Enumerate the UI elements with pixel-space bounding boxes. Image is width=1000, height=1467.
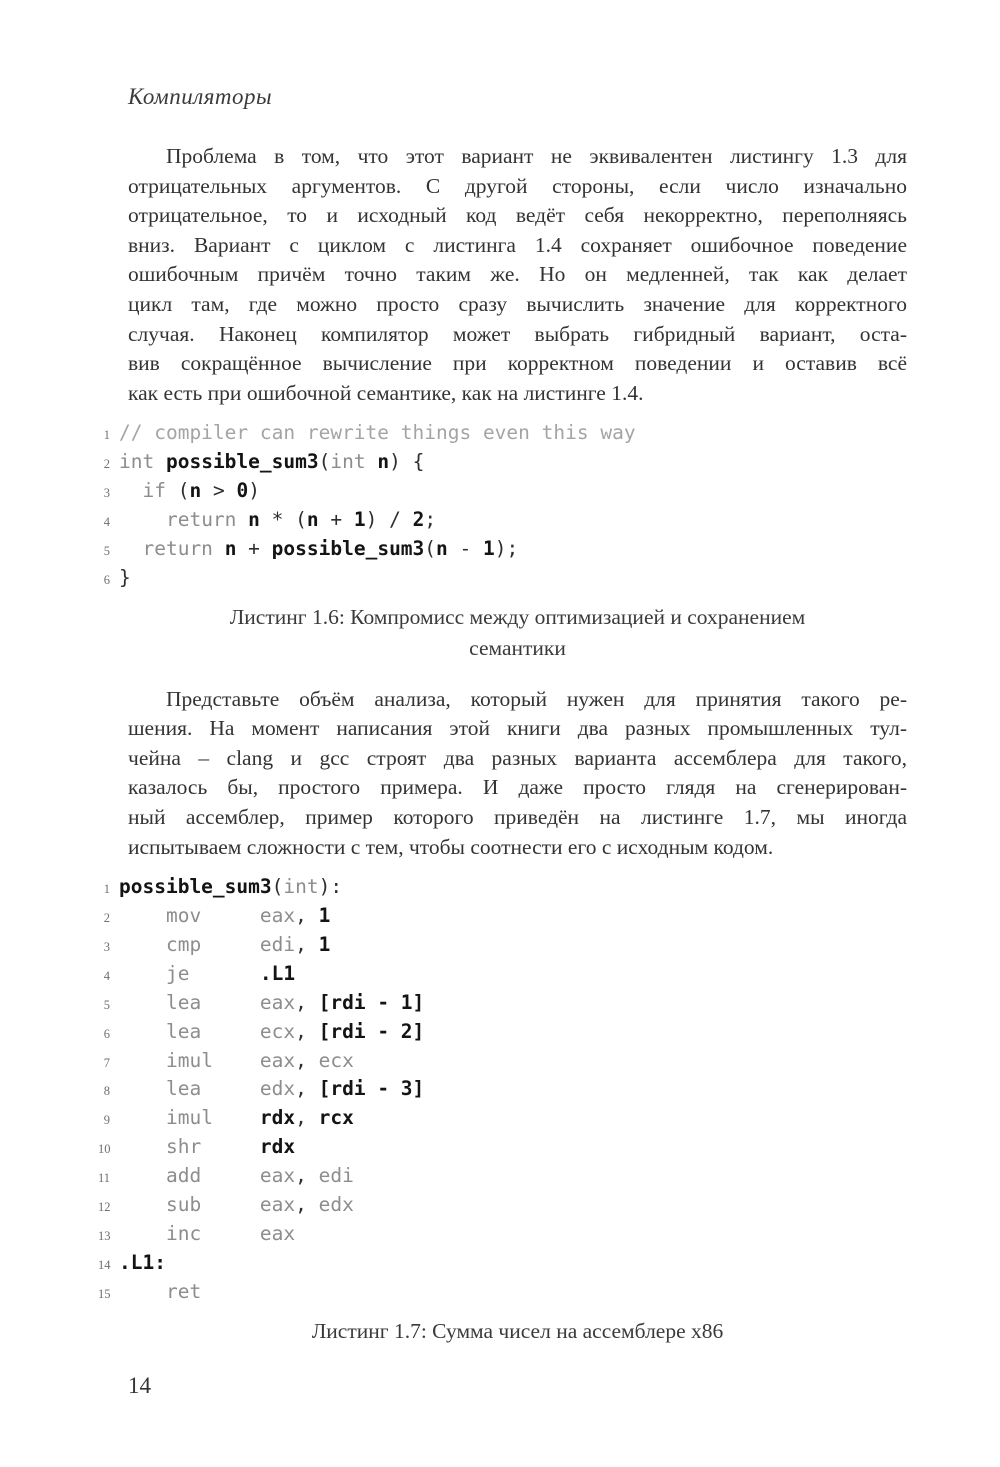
code-plain: , xyxy=(295,1193,319,1217)
code-line xyxy=(98,421,907,450)
line-number: 2 xyxy=(103,457,110,472)
code-plain: ): xyxy=(318,875,343,899)
code-identifier: n xyxy=(377,450,390,474)
code-line xyxy=(98,508,907,537)
line-number: 9 xyxy=(103,1113,110,1128)
text-line: отрицательных аргументов. С другой стороны, если число изначально xyxy=(128,173,907,198)
code-text xyxy=(119,1164,354,1187)
code-line xyxy=(98,1020,907,1049)
code-identifier: 1 xyxy=(353,508,366,532)
code-plain xyxy=(201,1222,260,1245)
code-plain xyxy=(119,479,142,502)
line-number: 6 xyxy=(103,572,110,587)
code-text xyxy=(119,933,330,956)
text-line: казалось бы, простого примера. И даже просто глядя на сгенерирован- xyxy=(128,775,907,800)
code-plain xyxy=(119,1077,166,1100)
code-text xyxy=(119,962,295,985)
code-text xyxy=(119,508,436,531)
text-line: как есть при ошибочной семантике, как на листинге 1.4. xyxy=(128,380,644,405)
code-plain: , xyxy=(295,1164,319,1188)
code-plain xyxy=(213,1049,260,1072)
code-plain xyxy=(119,1164,166,1187)
code-keyword: eax xyxy=(259,1221,296,1245)
code-keyword: inc xyxy=(165,1221,202,1245)
code-keyword: lea xyxy=(165,1019,202,1043)
code-keyword: lea xyxy=(165,990,202,1014)
line-number: 11 xyxy=(98,1171,111,1186)
line-number: 12 xyxy=(98,1200,111,1215)
code-line xyxy=(98,904,907,933)
text-line: случая. Наконец компилятор может выбрать гибридный вариант, оста- xyxy=(128,321,907,346)
code-identifier: .L1 xyxy=(259,961,296,985)
listing-caption-line: Листинг 1.6: Компромисс между оптимизацией и сохранением xyxy=(229,604,806,629)
code-keyword: mov xyxy=(165,904,202,928)
line-number: 2 xyxy=(103,911,110,926)
code-identifier: rdx xyxy=(259,1106,296,1130)
code-keyword: ecx xyxy=(259,1019,296,1043)
code-identifier: 1 xyxy=(318,904,331,928)
code-text xyxy=(119,1193,354,1216)
code-plain xyxy=(201,1020,260,1043)
code-plain xyxy=(366,450,378,473)
line-number: 8 xyxy=(103,1084,110,1099)
code-keyword: int xyxy=(330,450,366,474)
code-line xyxy=(98,1135,907,1164)
code-identifier: possible_sum3 xyxy=(271,536,425,560)
code-plain xyxy=(119,1280,166,1303)
code-plain: ( xyxy=(165,479,190,503)
code-plain xyxy=(236,508,248,531)
code-plain xyxy=(201,1135,260,1158)
code-line xyxy=(98,566,907,595)
code-plain xyxy=(201,1077,260,1100)
code-identifier: 0 xyxy=(236,479,249,503)
code-plain xyxy=(213,537,225,560)
code-plain: ) { xyxy=(389,450,425,474)
code-line xyxy=(98,537,907,566)
code-keyword: edi xyxy=(259,933,296,957)
code-identifier: possible_sum3 xyxy=(165,450,319,474)
code-keyword: if xyxy=(142,479,166,503)
code-identifier: possible_sum3 xyxy=(119,875,272,899)
code-keyword: eax xyxy=(259,1048,296,1072)
listing-caption-1-7 xyxy=(128,1316,907,1347)
text-line: шения. На момент написания этой книги два разных промышленных тул- xyxy=(128,716,907,741)
code-plain: ( xyxy=(271,875,284,899)
code-identifier: n xyxy=(224,536,237,560)
listing-caption-line: Листинг 1.7: Сумма чисел на ассемблере x86 xyxy=(311,1318,724,1343)
code-text xyxy=(119,537,518,560)
code-line xyxy=(98,1164,907,1193)
code-keyword: imul xyxy=(165,1106,213,1130)
code-plain xyxy=(119,1135,166,1158)
code-identifier: [rdi - 2] xyxy=(318,1019,425,1043)
code-plain xyxy=(119,962,166,985)
line-number: 15 xyxy=(98,1286,111,1301)
code-plain xyxy=(201,1193,260,1216)
code-plain: ) / xyxy=(365,508,413,532)
code-line xyxy=(98,991,907,1020)
code-text xyxy=(119,1280,201,1303)
code-plain xyxy=(189,962,259,985)
paragraph-1 xyxy=(128,142,907,408)
code-plain xyxy=(119,1049,166,1072)
line-number: 5 xyxy=(103,997,110,1012)
code-keyword: imul xyxy=(165,1048,213,1072)
code-text xyxy=(119,1020,424,1043)
code-line xyxy=(98,1049,907,1078)
code-keyword: eax xyxy=(259,1164,296,1188)
code-plain xyxy=(201,933,260,956)
text-line: отрицательное, то и исходный код ведёт себя некорректно, переполняясь xyxy=(128,203,907,228)
code-line xyxy=(98,962,907,991)
code-plain xyxy=(119,1222,166,1245)
code-text xyxy=(119,450,424,473)
code-plain: > xyxy=(201,479,237,503)
code-keyword: shr xyxy=(165,1135,202,1159)
line-number: 3 xyxy=(103,486,110,501)
code-keyword: edi xyxy=(318,1164,354,1188)
code-keyword: lea xyxy=(165,1077,202,1101)
code-plain xyxy=(154,450,166,473)
code-keyword: int xyxy=(283,875,319,899)
code-plain: ( xyxy=(424,536,437,560)
code-plain: , xyxy=(295,904,319,928)
code-text xyxy=(119,1077,424,1100)
code-plain: , xyxy=(295,1019,319,1043)
line-number: 10 xyxy=(98,1142,111,1157)
code-line xyxy=(98,875,907,904)
code-identifier: 1 xyxy=(318,933,331,957)
code-plain xyxy=(119,1020,166,1043)
code-plain xyxy=(213,1106,260,1129)
text-line: Проблема в том, что этот вариант не эквивалентен листингу 1.3 для xyxy=(166,144,907,168)
code-text xyxy=(119,1251,166,1274)
page-number: 14 xyxy=(128,1372,151,1398)
code-identifier: rdx xyxy=(259,1135,296,1159)
code-line xyxy=(98,1077,907,1106)
code-text xyxy=(119,421,636,444)
code-keyword: ecx xyxy=(318,1048,354,1072)
code-text xyxy=(119,991,424,1014)
line-number: 6 xyxy=(103,1026,110,1041)
code-identifier: [rdi - 3] xyxy=(318,1077,425,1101)
code-identifier: n xyxy=(189,479,202,503)
text-line: Представьте объём анализа, который нужен для принятия такого ре- xyxy=(166,686,907,711)
text-line: чейна – clang и gcc строят два разных варианта ассемблера для такого, xyxy=(128,745,907,770)
code-plain xyxy=(119,991,166,1014)
code-keyword: ret xyxy=(165,1279,202,1303)
text-line: цикл там, где можно просто сразу вычислить значение для корректного xyxy=(128,291,907,316)
code-plain xyxy=(201,991,260,1014)
code-identifier: rcx xyxy=(318,1106,354,1130)
code-keyword: int xyxy=(119,450,155,474)
code-plain: * ( xyxy=(259,508,307,532)
code-keyword: edx xyxy=(259,1077,296,1101)
code-keyword: add xyxy=(165,1164,202,1188)
code-plain xyxy=(119,508,166,531)
code-plain xyxy=(201,904,260,927)
code-identifier: 1 xyxy=(483,536,495,560)
line-number: 13 xyxy=(98,1228,111,1243)
line-number: 5 xyxy=(103,543,110,558)
line-number: 14 xyxy=(98,1257,111,1272)
text-line: ный ассемблер, пример которого приведён на листинге 1.7, мы иногда xyxy=(128,805,907,830)
code-line xyxy=(98,479,907,508)
code-plain: + xyxy=(236,536,272,560)
code-listing-1-6 xyxy=(98,421,907,594)
line-number: 4 xyxy=(103,968,110,983)
code-plain: , xyxy=(295,1077,319,1101)
code-keyword: edx xyxy=(318,1193,354,1217)
code-text xyxy=(119,1135,295,1158)
code-plain: ) xyxy=(248,479,260,503)
code-plain: + xyxy=(318,508,354,532)
paragraph-2 xyxy=(128,685,907,863)
code-keyword: eax xyxy=(259,1193,296,1217)
code-text xyxy=(119,1049,354,1072)
code-keyword: cmp xyxy=(165,933,202,957)
code-plain xyxy=(119,537,142,560)
code-listing-1-7 xyxy=(98,875,907,1308)
running-header: Компиляторы xyxy=(128,84,273,109)
code-plain: , xyxy=(295,990,319,1014)
code-text xyxy=(119,566,131,589)
code-line xyxy=(98,1222,907,1251)
code-keyword: eax xyxy=(259,904,296,928)
text-line: вниз. Вариант с циклом с листинга 1.4 сохраняет ошибочное поведение xyxy=(128,232,907,257)
code-identifier: .L1: xyxy=(119,1250,166,1274)
code-keyword: eax xyxy=(259,990,296,1014)
code-line xyxy=(98,1193,907,1222)
code-plain xyxy=(119,1193,166,1216)
code-identifier: 2 xyxy=(412,508,425,532)
code-plain: } xyxy=(119,565,131,589)
code-text xyxy=(119,1106,354,1129)
code-text xyxy=(119,875,342,898)
code-plain xyxy=(119,933,166,956)
line-number: 3 xyxy=(103,940,110,955)
code-line xyxy=(98,1106,907,1135)
code-plain: , xyxy=(295,933,319,957)
code-keyword: sub xyxy=(165,1193,202,1217)
listing-caption-line: семантики xyxy=(469,635,566,660)
code-text xyxy=(119,904,330,927)
code-text xyxy=(119,1222,295,1245)
code-keyword: je xyxy=(165,961,190,985)
listing-caption-1-6 xyxy=(128,602,907,664)
code-keyword: return xyxy=(142,536,213,560)
code-comment: // compiler can rewrite things even this way xyxy=(119,421,636,445)
code-plain: - xyxy=(447,536,484,560)
code-plain xyxy=(119,1106,166,1129)
code-plain: ( xyxy=(318,450,331,474)
code-identifier: n xyxy=(248,508,260,532)
text-line: вив сокращённое вычисление при корректном поведении и оставив всё xyxy=(128,351,907,376)
code-plain xyxy=(201,1164,260,1187)
line-number: 1 xyxy=(103,428,110,443)
code-plain: ; xyxy=(424,508,437,532)
line-number: 4 xyxy=(103,515,110,530)
code-plain: , xyxy=(295,1106,319,1130)
page-content xyxy=(98,84,907,1399)
code-line xyxy=(98,450,907,479)
code-text xyxy=(119,479,260,502)
code-line xyxy=(98,1251,907,1280)
code-plain: ); xyxy=(494,536,519,560)
code-identifier: n xyxy=(436,536,448,560)
code-plain: , xyxy=(295,1048,319,1072)
line-number: 1 xyxy=(103,882,110,897)
code-plain xyxy=(119,904,166,927)
code-keyword: return xyxy=(165,508,237,532)
line-number: 7 xyxy=(103,1055,110,1070)
code-identifier: [rdi - 1] xyxy=(318,990,425,1014)
code-identifier: n xyxy=(306,508,319,532)
code-line xyxy=(98,1280,907,1309)
code-line xyxy=(98,933,907,962)
text-line: ошибочным причём точно таким же. Но он медленней, так как делает xyxy=(128,262,907,287)
text-line: испытываем сложности с тем, чтобы соотнести его с исходным кодом. xyxy=(128,834,774,859)
